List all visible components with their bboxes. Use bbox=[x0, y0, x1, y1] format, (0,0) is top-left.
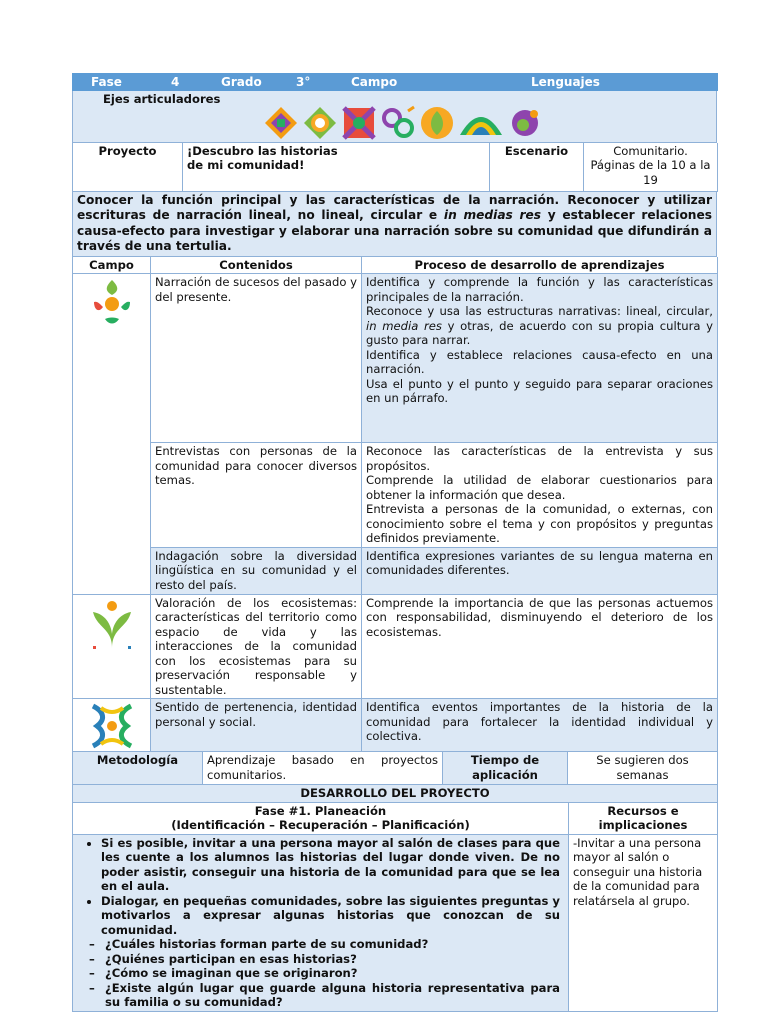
fase-subtitle: (Identificación – Recuperación – Planificación) bbox=[171, 818, 470, 833]
proceso-item-pre: Reconoce y usa las estructuras narrativas: lineal, circular, bbox=[366, 304, 713, 319]
desarrollo-table bbox=[72, 785, 718, 1012]
proceso-cell bbox=[362, 443, 718, 548]
table-row bbox=[73, 443, 718, 548]
fase-value: 4 bbox=[168, 74, 218, 91]
col-proceso: Proceso de desarrollo de aprendizajes bbox=[362, 257, 718, 274]
ejes-label: Ejes articuladores bbox=[103, 92, 221, 106]
fase-label: Fase bbox=[73, 74, 168, 91]
proceso-item: Identifica eventos importantes de la historia de la comunidad para fortalecer la identidad individual y colectiva. bbox=[366, 700, 713, 744]
table-row bbox=[73, 699, 718, 752]
proceso-item: Identifica expresiones variantes de su lengua materna en comunidades diferentes. bbox=[366, 548, 713, 578]
proceso-item: Usa el punto y el punto y seguido para separar oraciones en un párrafo. bbox=[366, 376, 713, 406]
contenido-cell: Valoración de los ecosistemas: características del territorio como espacio de vida y las interacciones de la comunidad con los ecosistemas para su preservación responsable y sustentable. bbox=[151, 594, 362, 699]
list-item: • Si es posible, invitar a una persona mayor al salón de clases para que les cuente a los alumnos las historias del lugar donde viven. De no poder asistir, conseguir una historia de la comunidad para que se lea en el aula. bbox=[101, 836, 560, 894]
artes-icon bbox=[507, 105, 543, 141]
igualdad-genero-icon bbox=[380, 105, 416, 141]
proceso-item: Identifica y comprende la función y las características principales de la narración. bbox=[366, 275, 713, 304]
campo-cell bbox=[73, 274, 151, 595]
proceso-cell bbox=[362, 699, 718, 752]
escenario-line1: Comunitario. bbox=[613, 143, 688, 158]
actividades-cell bbox=[73, 834, 569, 1011]
escenario-label: Escenario bbox=[490, 143, 584, 192]
objetivo-part1: Conocer la función principal y las características de la narración. Reconocer y utilizar escrituras de narración lineal, no lineal, circular e bbox=[77, 192, 712, 223]
objetivo-italic: in medias res bbox=[443, 208, 542, 223]
tiempo-value: Se sugieren dos semanas bbox=[568, 752, 718, 785]
saberes-icon bbox=[77, 596, 146, 654]
proceso-item: Comprende la importancia de que las personas actuemos con responsabilidad, disminuyendo el deterioro de los ecosistemas. bbox=[366, 595, 713, 639]
proceso-cell bbox=[362, 274, 718, 443]
objetivo-table bbox=[72, 192, 717, 257]
contenido-cell: Entrevistas con personas de la comunidad para conocer diversos temas. bbox=[151, 443, 362, 548]
contenido-cell: Sentido de pertenencia, identidad personal y social. bbox=[151, 699, 362, 752]
metodologia-value: Aprendizaje basado en proyectos comunitarios. bbox=[203, 752, 443, 785]
list-item: – ¿Existe algún lugar que guarde alguna historia representativa para su familia o su comunidad? bbox=[105, 981, 560, 1010]
table-row bbox=[73, 594, 718, 699]
proceso-item: Entrevista a personas de la comunidad, o externas, con conocimiento sobre el tema y con propósitos y preguntas definidos previamente. bbox=[366, 502, 713, 546]
pensamiento-critico-icon bbox=[302, 105, 338, 141]
interculturalidad-icon bbox=[341, 105, 377, 141]
ejes-table bbox=[72, 91, 717, 143]
list-item: – ¿Cuáles historias forman parte de su comunidad? bbox=[105, 937, 560, 952]
preguntas-list bbox=[81, 937, 560, 1010]
proceso-item: Comprende la utilidad de elaborar cuestionarios para obtener la información que desea. bbox=[366, 473, 713, 502]
actividades-list bbox=[81, 836, 560, 938]
metodologia-label: Metodología bbox=[73, 752, 203, 785]
vida-saludable-icon bbox=[419, 105, 455, 141]
escenario-line2: Páginas de la 10 a la bbox=[590, 158, 711, 172]
col-contenidos: Contenidos bbox=[151, 257, 362, 274]
proceso-item: Reconoce las características de la entrevista y sus propósitos. bbox=[366, 444, 713, 473]
proceso-item: Identifica y establece relaciones causa-efecto en una narración. bbox=[366, 347, 713, 377]
contenidos-table bbox=[72, 257, 718, 753]
proceso-item bbox=[366, 304, 713, 348]
proyecto-table bbox=[72, 143, 718, 192]
header-table bbox=[72, 73, 718, 91]
tiempo-label: Tiempo de aplicación bbox=[443, 752, 568, 785]
campo-cell bbox=[73, 594, 151, 699]
etica-icon bbox=[77, 700, 146, 750]
escenario-line3: 19 bbox=[643, 172, 658, 187]
campo-label: Campo bbox=[348, 74, 528, 91]
list-item: – ¿Quiénes participan en esas historias? bbox=[105, 952, 560, 967]
recursos-header: Recursos e implicaciones bbox=[569, 802, 718, 834]
fase-title: Fase #1. Planeación bbox=[254, 803, 387, 818]
proceso-cell bbox=[362, 547, 718, 594]
proyecto-title bbox=[183, 143, 490, 192]
proceso-item-post: y otras, de acuerdo con su propia cultura y gusto para narrar. bbox=[366, 318, 713, 348]
list-item: • Dialogar, en pequeñas comunidades, sobre las siguientes preguntas y motivarlos a expresar algunas historias que conozcan de su comunidad. bbox=[101, 894, 560, 938]
lectura-escritura-icon bbox=[458, 105, 504, 141]
grado-label: Grado bbox=[218, 74, 293, 91]
metodologia-table bbox=[72, 752, 718, 785]
col-campo: Campo bbox=[73, 257, 151, 274]
campo-cell bbox=[73, 699, 151, 752]
proceso-cell bbox=[362, 594, 718, 699]
recursos-cell: -Invitar a una persona mayor al salón o conseguir una historia de la comunidad para relatársela al grupo. bbox=[569, 834, 718, 1011]
fase-header bbox=[73, 802, 569, 834]
grado-value: 3° bbox=[293, 74, 348, 91]
table-row bbox=[73, 274, 718, 443]
proceso-item-italic: in media res bbox=[366, 318, 442, 333]
objetivo-part2: y establecer relaciones causa-efecto para investigar y elaborar una narración sobre su comunidad que difundirán a través de una tertulia. bbox=[77, 208, 713, 254]
inclusion-icon bbox=[263, 105, 299, 141]
objetivo-text bbox=[73, 192, 717, 257]
lenguajes-icon bbox=[77, 275, 146, 327]
list-item: – ¿Cómo se imaginan que se originaron? bbox=[105, 966, 560, 981]
escenario-value bbox=[584, 143, 718, 192]
proyecto-title-line2: de mi comunidad! bbox=[187, 158, 305, 172]
ejes-cell bbox=[73, 91, 717, 142]
contenido-cell: Indagación sobre la diversidad lingüística en su comunidad y el resto del país. bbox=[151, 547, 362, 594]
contenido-cell: Narración de sucesos del pasado y del presente. bbox=[151, 274, 362, 443]
ejes-icons bbox=[263, 105, 712, 141]
proyecto-label: Proyecto bbox=[73, 143, 183, 192]
planning-document bbox=[72, 73, 717, 1012]
campo-value: Lenguajes bbox=[528, 74, 718, 91]
table-row bbox=[73, 547, 718, 594]
proyecto-title-line1: ¡Descubro las historias bbox=[187, 143, 338, 158]
desarrollo-title: DESARROLLO DEL PROYECTO bbox=[73, 785, 718, 802]
